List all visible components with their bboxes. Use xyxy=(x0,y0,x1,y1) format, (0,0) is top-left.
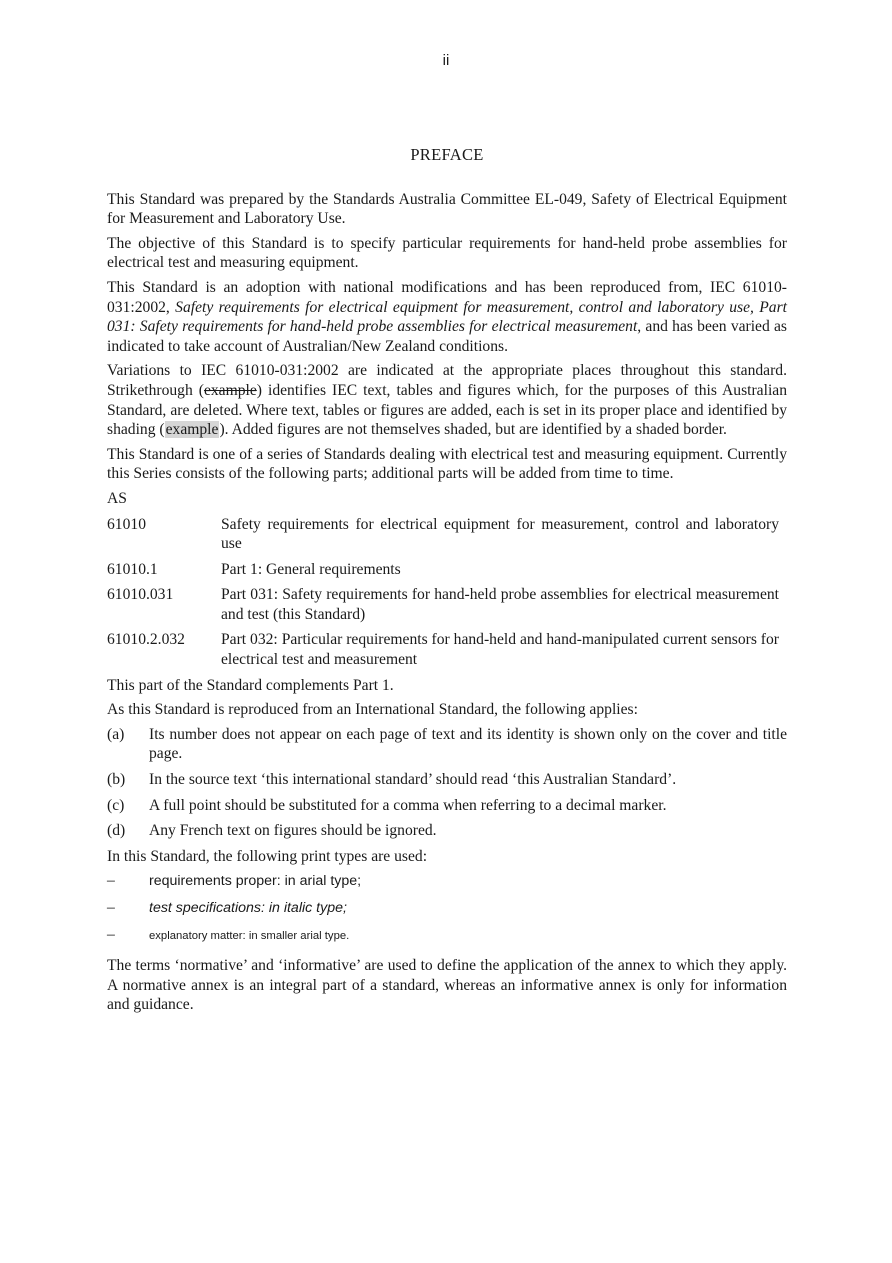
parts-table-row xyxy=(107,585,787,624)
paragraph-objective: The objective of this Standard is to specify particular requirements for hand-held probe assemblies for electrical test and measuring equipment. xyxy=(107,234,787,272)
dash-marker: – xyxy=(107,872,115,890)
part-description: Safety requirements for electrical equipment for measurement, control and laboratory use xyxy=(221,515,779,553)
adoption-text-end: , and has been varied as indicated to take account of Australian/New Zealand conditions. xyxy=(107,318,787,355)
list-item xyxy=(107,898,787,919)
paragraph-series: This Standard is one of a series of Standards dealing with electrical test and measuring equipment. Currently this Series consists of the following parts; additional parts will be added from time to time. xyxy=(107,445,787,483)
page-title: PREFACE xyxy=(410,145,484,164)
part-description: Part 1: General requirements xyxy=(221,560,401,578)
parts-table-row xyxy=(107,515,787,554)
variations-text-3: ). Added figures are not themselves shaded, but are identified by a shaded border. xyxy=(219,421,727,439)
part-number: 61010.031 xyxy=(107,586,174,604)
list-item xyxy=(107,725,787,764)
page-number: ii xyxy=(442,52,450,69)
dash-marker: – xyxy=(107,899,115,916)
list-text: Any French text on figures should be ignored. xyxy=(149,822,437,840)
applies-list xyxy=(107,725,787,841)
paragraph-print-types: In this Standard, the following print types are used: xyxy=(107,847,428,865)
part-number: 61010 xyxy=(107,515,146,533)
part-number: 61010.1 xyxy=(107,560,158,578)
parts-table-row xyxy=(107,630,787,669)
list-text: A full point should be substituted for a comma when referring to a decimal marker. xyxy=(149,796,667,814)
part-number: 61010.2.032 xyxy=(107,631,185,649)
parts-table xyxy=(107,515,787,670)
as-label: AS xyxy=(107,489,127,507)
print-types-list xyxy=(107,871,787,946)
paragraph-variations xyxy=(107,361,787,439)
list-item xyxy=(107,871,787,892)
list-marker: (b) xyxy=(107,771,126,789)
list-marker: (a) xyxy=(107,725,125,743)
list-item xyxy=(107,925,787,947)
variations-text-1: Variations to IEC 61010-031:2002 are indicated at the appropriate places throughout this standard. Strikethrough ( xyxy=(107,362,787,399)
list-marker: (d) xyxy=(107,822,126,840)
variations-text-2: ) identifies IEC text, tables and figures which, for the purposes of this Australian Standard, are deleted. Where text, tables or figures are added, each is set in its proper place and identified by shading ( xyxy=(107,381,787,439)
list-item xyxy=(107,770,787,790)
dash-marker: – xyxy=(107,925,115,943)
preface-content xyxy=(107,145,787,1020)
list-text: In the source text ‘this international standard’ should read ‘this Australian Standard’. xyxy=(149,771,677,789)
print-type-arial: requirements proper: in arial type; xyxy=(149,873,362,890)
paragraph-applies: As this Standard is reproduced from an International Standard, the following applies: xyxy=(107,701,638,719)
part-description: Part 031: Safety requirements for hand-held probe assemblies for electrical measurement and test (this Standard) xyxy=(221,586,779,623)
paragraph-normative: The terms ‘normative’ and ‘informative’ are used to define the application of the annex to which they apply. A normative annex is an integral part of a standard, whereas an informative annex is only for information and guidance. xyxy=(107,957,787,1014)
paragraph-complements: This part of the Standard complements Part 1. xyxy=(107,676,394,694)
print-type-small-arial: explanatory matter: in smaller arial type. xyxy=(149,929,350,942)
strikethrough-example: example xyxy=(203,381,257,399)
parts-table-row xyxy=(107,560,787,580)
shaded-example: example xyxy=(165,421,219,439)
adoption-text-start: This Standard is an adoption with national modifications and has been reproduced from, IEC 61010-031:2002, xyxy=(107,278,787,316)
list-item xyxy=(107,821,787,841)
part-description: Part 032: Particular requirements for hand-held and hand-manipulated current sensors for electrical test and measurement xyxy=(221,631,779,669)
paragraph-committee: This Standard was prepared by the Standards Australia Committee EL-049, Safety of Electrical Equipment for Measurement and Laboratory Use. xyxy=(107,190,787,228)
paragraph-adoption xyxy=(107,278,787,356)
list-text: Its number does not appear on each page of text and its identity is shown only on the cover and title page. xyxy=(149,725,787,763)
adoption-source-title: Safety requirements for electrical equipment for measurement, control and laboratory use, Part 031: Safety requirements for hand-held probe assemblies for electrical measurement xyxy=(107,298,787,336)
print-type-italic: test specifications: in italic type; xyxy=(149,900,347,916)
list-marker: (c) xyxy=(107,796,125,814)
list-item xyxy=(107,796,787,816)
